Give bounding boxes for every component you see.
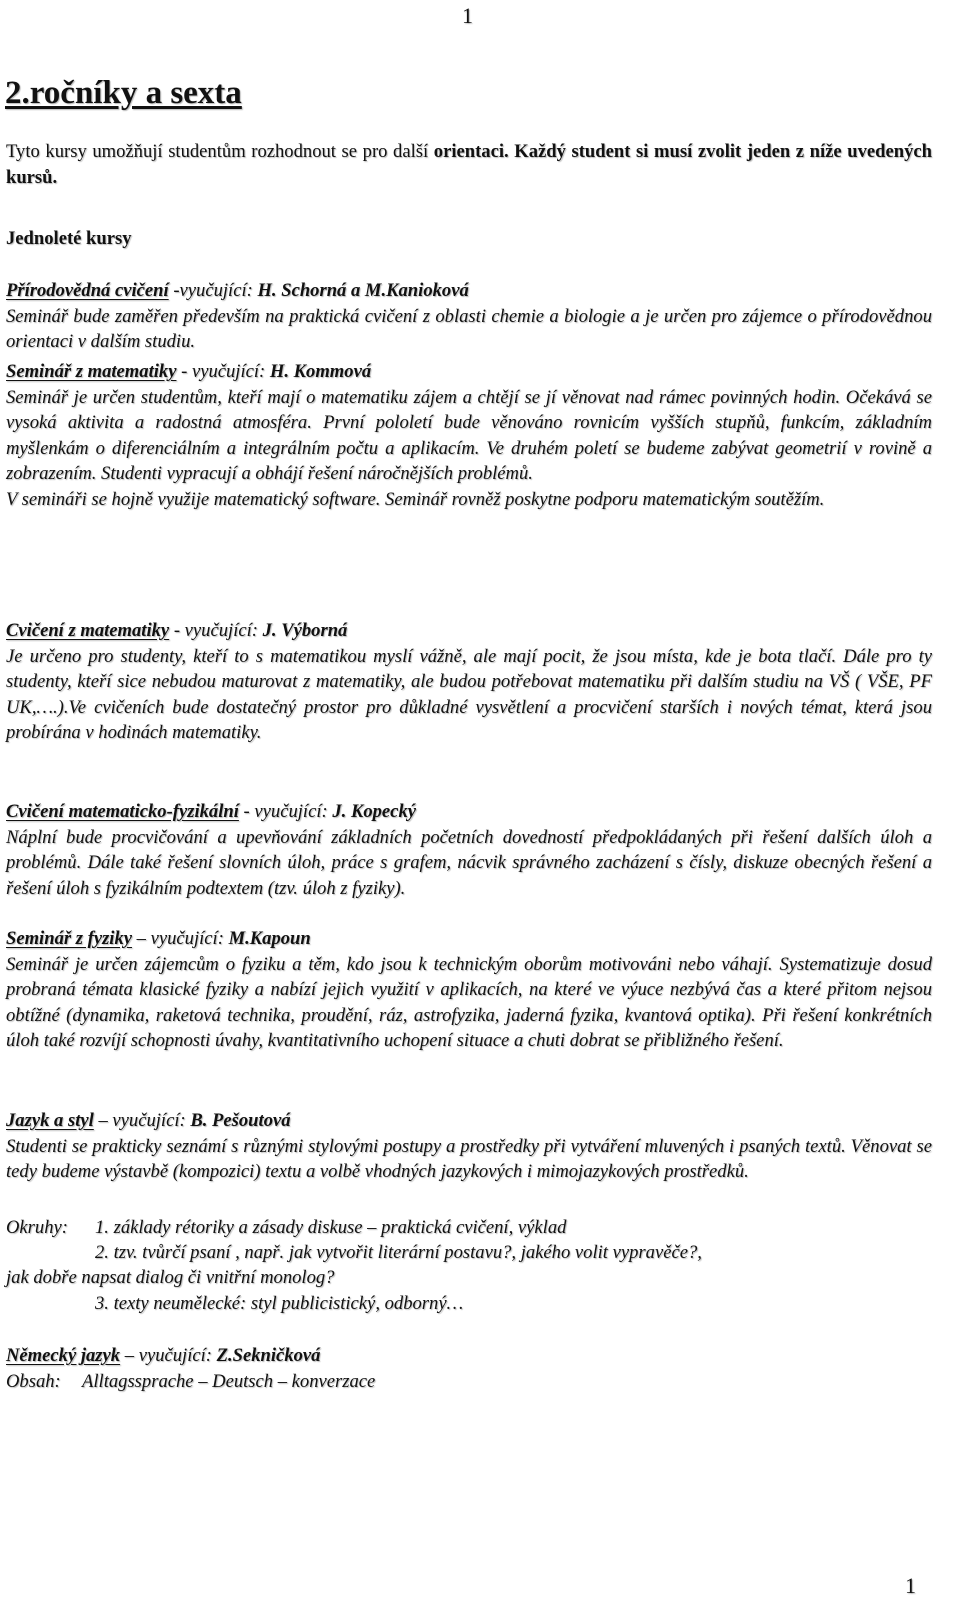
course-description: Seminář je určen zájemcům o fyziku a těm, kdo jsou k technickým oborům motivováni nebo váhají. Systematizuje dosud probraná témata klasické fyziky a nabízí jejich využití v aplikacích, na které ve výuce nezbývá čas a které přitom nejsou obtížné (dynamika, raketová technika, proudění, ráz, astrofyzika, jaderná fyzika, kvantová optika). Při řešení konkrétních úloh také rozvíjí schopnosti úvahy, kvantitativního uchopení situace a chuti dobrat se přibližného řešení. <box>6 953 932 1051</box>
okruhy-item: 1. základy rétoriky a zásady diskuse – praktická cvičení, výklad <box>95 1217 567 1238</box>
course-title: Cvičení matematicko-fyzikální <box>6 801 239 822</box>
course-title: Seminář z matematiky <box>6 361 177 382</box>
teacher-label: -vyučující: <box>168 280 258 301</box>
intro-paragraph <box>6 139 932 190</box>
okruhy-item: 3. texty neumělecké: styl publicistický, odborný… <box>95 1293 464 1314</box>
course-seminar-matematiky <box>6 359 932 512</box>
course-header <box>6 278 932 304</box>
teacher-name: H. Kommová <box>269 361 372 382</box>
course-description-extra: V semináři se hojně využije matematický software. Seminář rovněž poskytne podporu matematickým soutěžím. <box>6 488 825 510</box>
intro-text: Tyto kursy umožňují studentům rozhodnout se pro další <box>6 141 429 162</box>
intro-bold-text: orientaci. Každý student si musí zvolit jeden z níže uvedených kursů. <box>6 141 932 188</box>
course-description: Seminář je určen studentům, kteří mají o matematiku zájem a chtějí se jí věnovat nad rámec povinných hodin. Očekává se vysoká aktivita a radostná atmosféra. První pololetí bude věnováno rovnicím vyšších stupňů, funkcím, základním myšlenkám o diferenciálním a integrálním počtu a aplikacím. Ve druhém poletí se budeme zabývat geometrií v rovině a zobrazením. Studenti vypracují a obhájí řešení náročnějších problémů. <box>6 386 932 484</box>
page-title: 2.ročníky a sexta <box>5 75 242 111</box>
teacher-label: – vyučující: <box>132 928 229 949</box>
section-subheading: Jednoleté kursy <box>6 228 132 249</box>
teacher-name: B. Pešoutová <box>190 1110 291 1131</box>
teacher-name: Z.Sekničková <box>216 1345 321 1366</box>
course-header <box>6 799 932 825</box>
obsah-text: Alltagssprache – Deutsch – konverzace <box>82 1371 376 1392</box>
teacher-name: M.Kapoun <box>228 928 311 949</box>
course-header <box>6 1108 932 1134</box>
course-title: Německý jazyk <box>6 1345 121 1366</box>
okruhy-item-continuation: jak dobře napsat dialog či vnitřní monolog? <box>6 1267 335 1288</box>
teacher-label: – vyučující: <box>120 1345 217 1366</box>
teacher-name: J. Výborná <box>262 620 348 641</box>
course-title: Seminář z fyziky <box>6 928 133 949</box>
course-header <box>6 1343 932 1369</box>
course-header <box>6 359 932 385</box>
course-title: Přírodovědná cvičení <box>6 280 169 301</box>
course-prirodovedna-cviceni <box>6 278 932 355</box>
course-description: Seminář bude zaměřen především na praktická cvičení z oblasti chemie a biologie a je určen pro zájemce o přírodovědnou orientaci v dalším studiu. <box>6 305 932 352</box>
course-description: Náplní bude procvičování a upevňování základních početních dovedností předpokládaných při řešení dalších úloh a problémů. Dále také řešení slovních úloh, práce s grafem, nácvik správného zacházení s čísly, diskuze obecných řešení a řešení úloh s fyzikálním podtextem (tzv. úloh z fyziky). <box>6 826 932 899</box>
course-jazyk-a-styl <box>6 1108 932 1185</box>
course-cviceni-matematicko-fyzikalni <box>6 799 932 901</box>
course-header <box>6 926 932 952</box>
page-number-bottom: 1 <box>905 1573 916 1598</box>
course-header <box>6 618 932 644</box>
teacher-label: – vyučující: <box>93 1110 191 1131</box>
teacher-label: - vyučující: <box>169 620 263 641</box>
course-nemecky-jazyk <box>6 1343 932 1369</box>
okruhy-label: Okruhy: <box>6 1217 68 1238</box>
okruhy-item: 2. tzv. tvůrčí psaní , např. jak vytvořit literární postavu?, jakého volit vypravěče?, <box>95 1242 702 1263</box>
teacher-label: - vyučující: <box>176 361 270 382</box>
teacher-label: - vyučující: <box>238 801 333 822</box>
course-title: Cvičení z matematiky <box>6 620 170 641</box>
obsah-label: Obsah: <box>6 1371 61 1392</box>
teacher-name: H. Schorná a M.Kanioková <box>257 280 469 301</box>
teacher-name: J. Kopecký <box>332 801 416 822</box>
course-description: Je určeno pro studenty, kteří to s matematikou myslí vážně, ale mají pocit, že jsou místa, kde je bota tlačí. Dále pro ty studenty, kteří sice nebudou maturovat z matematiky, ale budou potřebovat matematiku při dalším studiu na VŠ ( VŠE, PF UK,….).Ve cvičeních bude dostatečný prostor pro důkladné vysvětlení a procvičení starších i nových témat, která jsou probírána v hodinách matematiky. <box>6 645 932 743</box>
course-seminar-fyziky <box>6 926 932 1054</box>
course-cviceni-matematiky <box>6 618 932 746</box>
page-number-top: 1 <box>462 3 473 28</box>
course-description: Studenti se prakticky seznámí s různými stylovými postupy a prostředky při vytváření mluvených i psaných textů. Věnovat se tedy budeme výstavbě (kompozici) textu a volbě vhodných jazykových i mimojazykových prostředků. <box>6 1135 932 1182</box>
course-title: Jazyk a styl <box>6 1110 94 1131</box>
